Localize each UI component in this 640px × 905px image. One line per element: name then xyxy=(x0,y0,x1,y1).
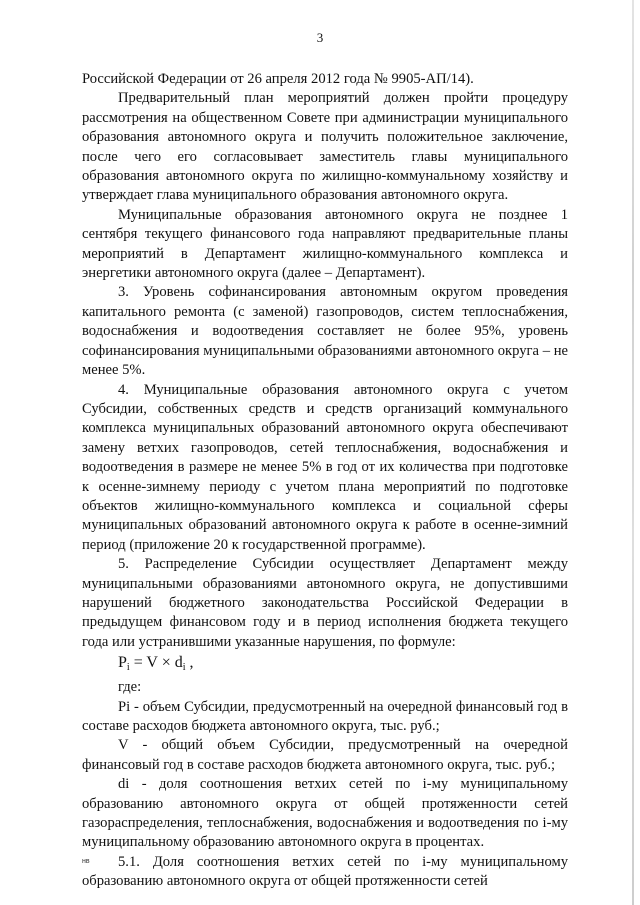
definition-di: di - доля соотношения ветхих сетей по i-му муниципальному образованию автономного округа от общей протяженности сетей газораспределения, теплоснабжения, водоснабжения и водоотведения по i-му муниципальному образованию автономного округа в процентах. xyxy=(82,776,568,851)
formula-tail: , xyxy=(185,654,194,672)
footer-mark: нв xyxy=(82,858,90,865)
paragraph-item-5: 5. Распределение Субсидии осуществляет Департамент между муниципальными образованиями автономного округа, не допустившими нарушений бюджетного законодательства Российской Федерации в предыдущем финансовом году и в период исполнения бюджета текущего года или устранившими указанные нарушения, по формуле: xyxy=(82,556,568,650)
formula-rhs: = V × d xyxy=(133,654,183,672)
paragraph-item-5-1: 5.1. Доля соотношения ветхих сетей по i-му муниципальному образованию автономного округа от общей протяженности сетей xyxy=(82,853,568,890)
paragraph-item-3: 3. Уровень софинансирования автономным округом проведения капитального ремонта (с заменой) газопроводов, систем теплоснабжения, водоснабжения и водоотведения составляет не более 95%, уровень софинансирования муниципальными образованиями автономного округа – не менее 5%. xyxy=(82,284,568,379)
formula-lhs-subscript: i xyxy=(126,662,130,674)
where-label: где: xyxy=(118,679,142,696)
document-body xyxy=(82,70,568,892)
subsidy-formula xyxy=(82,652,568,678)
paragraph-preliminary-plan: Предварительный план мероприятий должен пройти процедуру рассмотрения на общественном Совете при администрации муниципального образования автономного округа и получить положительное заключение, после чего его согласовывает заместитель главы муниципального образования автономного округа по жилищно-коммунальному хозяйству и утверждает глава муниципального образования автономного округа. xyxy=(82,90,568,204)
formula-lhs: P xyxy=(118,654,127,672)
paragraph-item-4: 4. Муниципальные образования автономного округа с учетом Субсидии, собственных средств и средств организаций коммунального комплекса муниципальных образований автономного округа обеспечивают замену ветхих газопроводов, сетей теплоснабжения, водоснабжения и водоотведения в размере не менее 5% в год от их количества при подготовке к осенне-зимнему периоду с учетом плана мероприятий по подготовке объектов жилищно-коммунального комплекса и социальной сферы муниципальных образований автономного округа к работе в осенне-зимний период (приложение 20 к государственной программе). xyxy=(82,381,568,553)
paragraph-continuation: Российской Федерации от 26 апреля 2012 года № 9905-АП/14). xyxy=(82,71,474,87)
formula-rhs-subscript: i xyxy=(182,662,186,674)
page-number: 3 xyxy=(316,30,324,45)
definition-v: V - общий объем Субсидии, предусмотренный на очередной финансовый год в составе расходов бюджета автономного округа, тыс. руб.; xyxy=(82,737,568,773)
paragraph-submission-deadline: Муниципальные образования автономного округа не позднее 1 сентября текущего финансового года направляют предварительные планы мероприятий в Департамент жилищно-коммунального комплекса и энергетики автономного округа (далее – Департамент). xyxy=(82,206,568,282)
scan-edge-line xyxy=(632,0,634,905)
definition-pi: Pi - объем Субсидии, предусмотренный на очередной финансовый год в составе расходов бюджета автономного округа, тыс. руб.; xyxy=(82,698,568,734)
